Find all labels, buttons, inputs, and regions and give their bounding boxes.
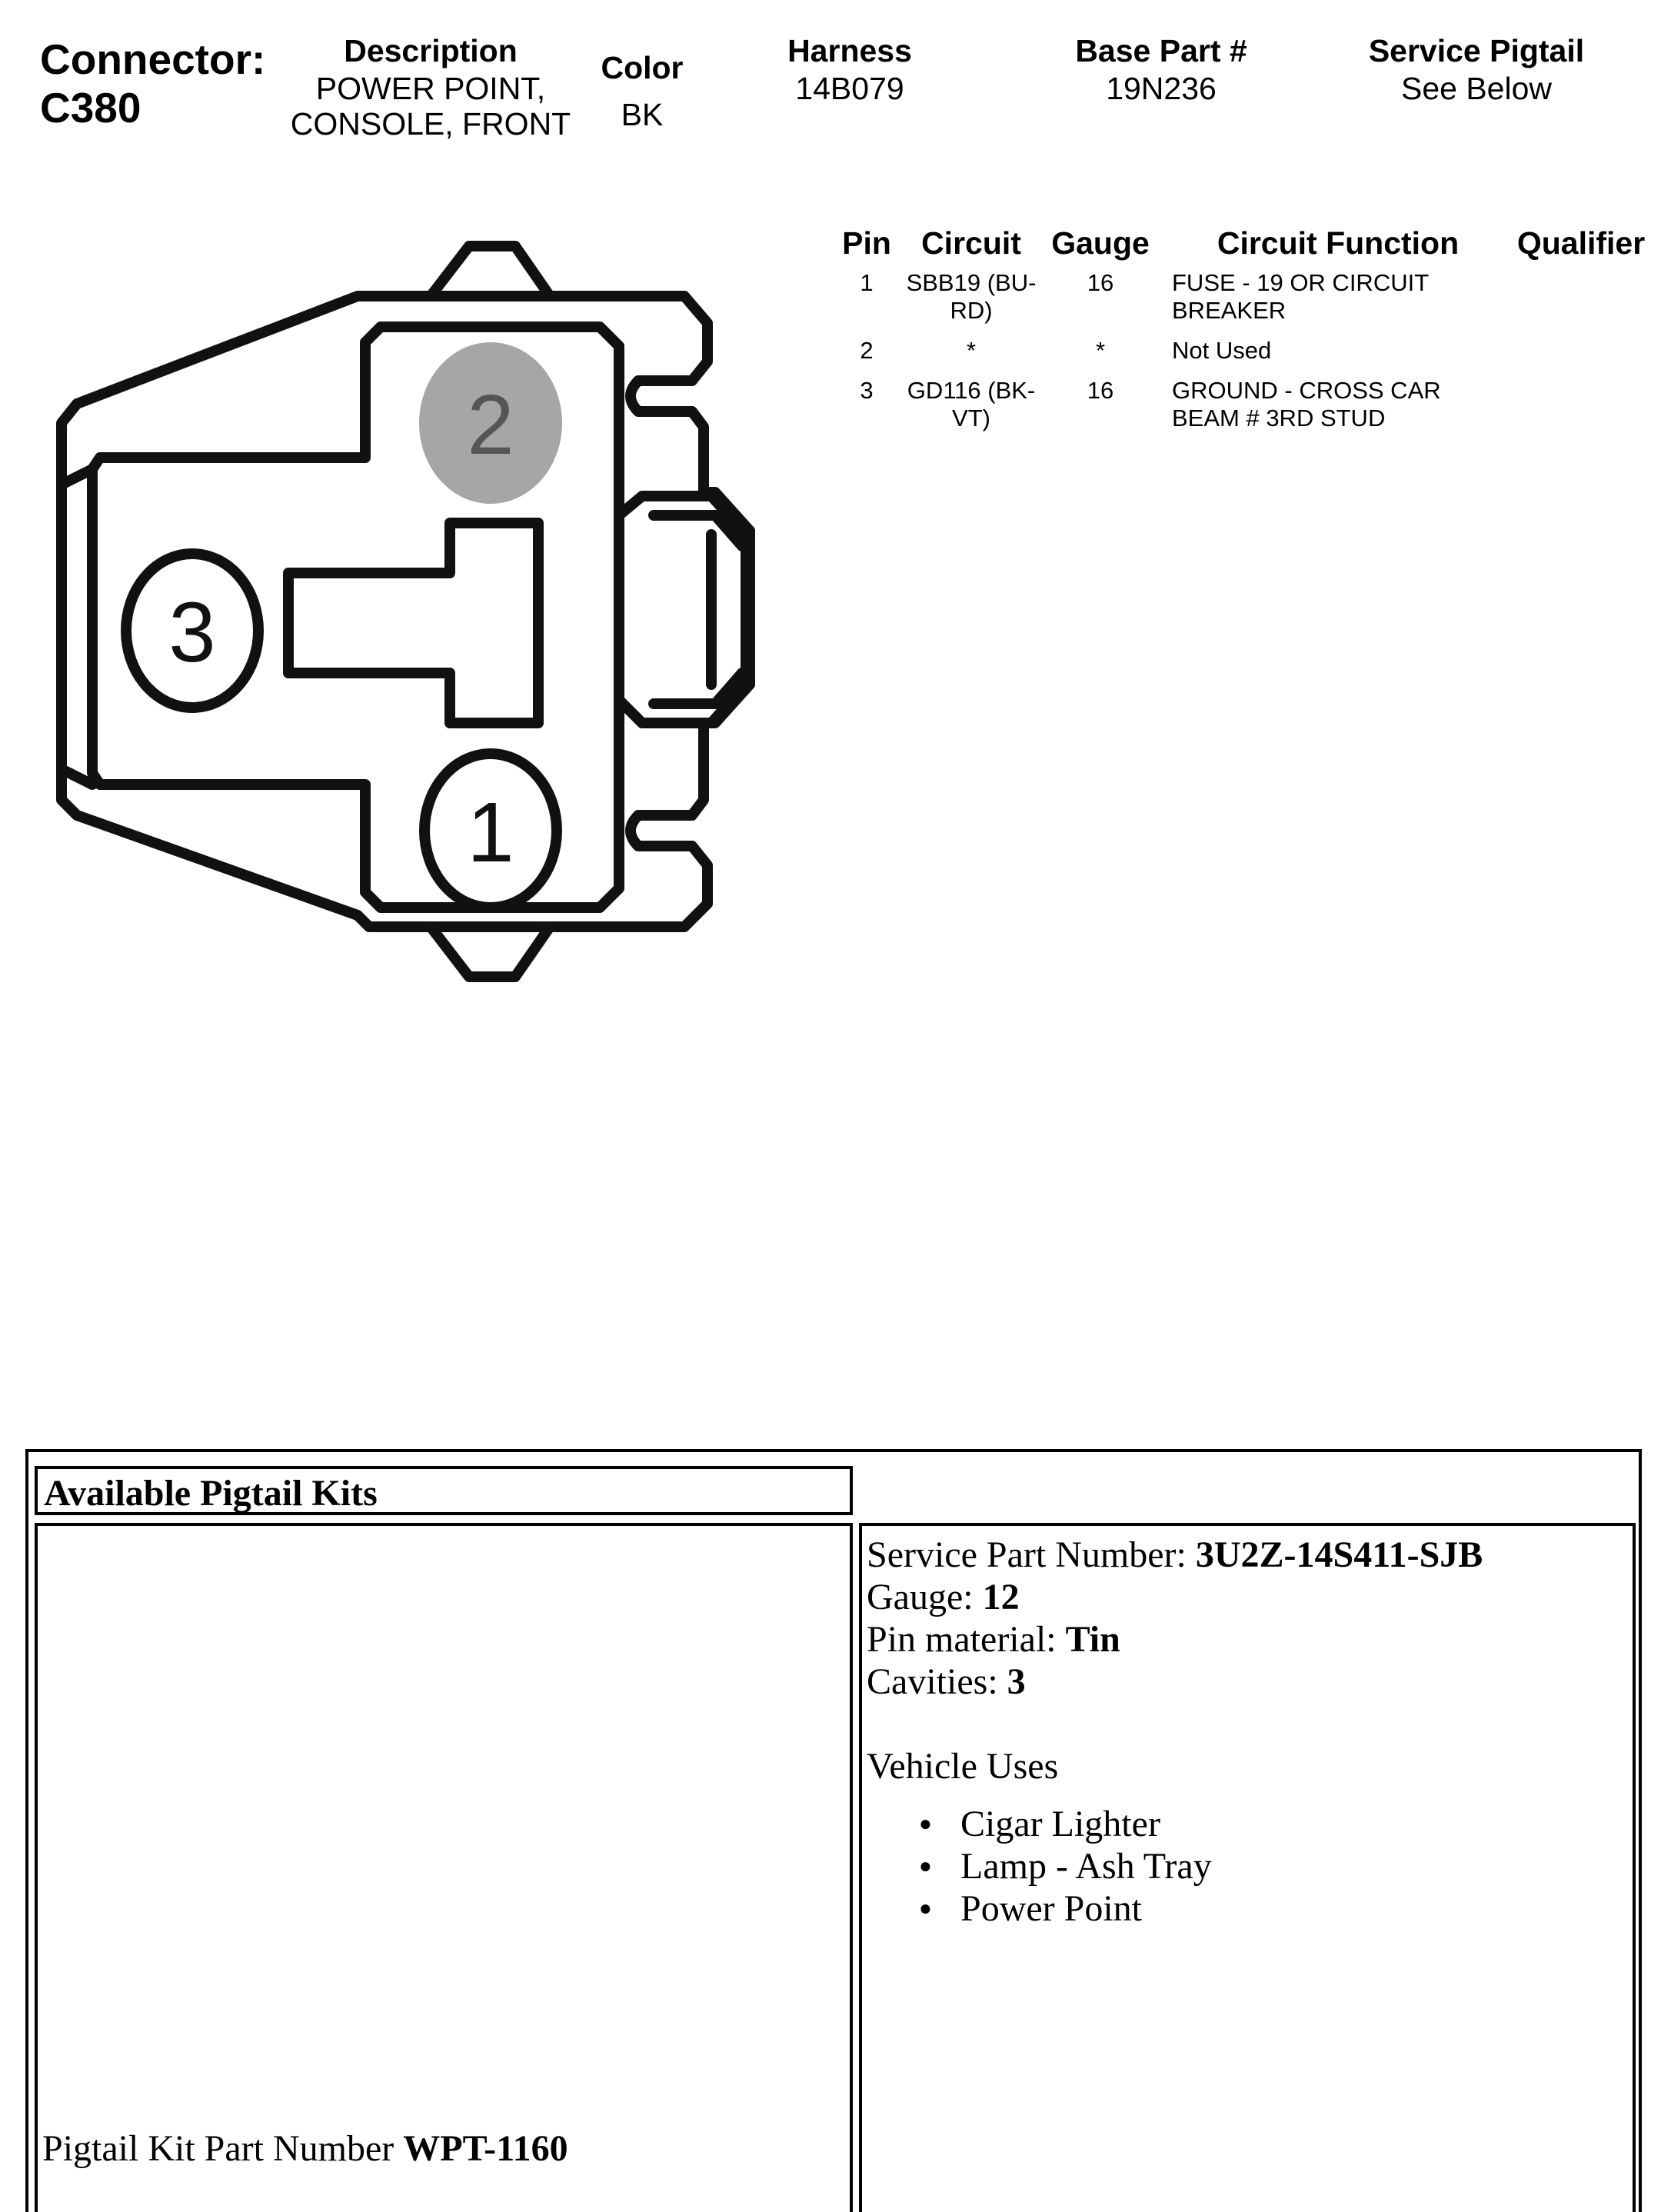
pigtail-kits-title-box (35, 1466, 853, 1515)
pin-2-cavity (419, 342, 562, 504)
qualifier-cell (1515, 265, 1647, 332)
col-gauge: Gauge (1051, 225, 1150, 261)
pigtail-kit-part-number (42, 2127, 568, 2170)
connector-title (40, 35, 265, 132)
connector-outline (62, 246, 750, 977)
description-heading: Description (344, 33, 518, 68)
qualifier-cell (1515, 332, 1647, 372)
function-line: BEAM # 3RD STUD (1172, 405, 1386, 431)
description-line2: CONSOLE, FRONT (290, 106, 571, 142)
pin-material-label: Pin material: (867, 1619, 1066, 1660)
function-line: FUSE - 19 OR CIRCUIT (1172, 269, 1430, 296)
circuit-line: SBB19 (BU- (906, 269, 1037, 296)
connector-id: C380 (40, 84, 141, 132)
pin-3-label: 3 (168, 585, 216, 680)
col-pin: Pin (842, 225, 891, 261)
pin-3-cavity (126, 554, 258, 708)
kit-gauge (867, 1576, 1483, 1618)
circuit-line: GD116 (BK- (907, 377, 1036, 404)
service-pigtail-heading: Service Pigtail (1368, 33, 1585, 68)
harness-heading: Harness (787, 33, 912, 68)
service-pigtail-value: See Below (1400, 71, 1552, 106)
pigtail-kit-details (867, 1534, 1483, 1930)
table-row (831, 372, 1647, 440)
list-item: ● Cigar Lighter (919, 1803, 1483, 1845)
pigtail-kits-title: Available Pigtail Kits (44, 1473, 378, 1514)
color-heading: Color (601, 50, 684, 85)
service-part-label: Service Part Number: (867, 1534, 1196, 1575)
table-row (831, 332, 1647, 372)
pin-1-label: 1 (467, 785, 514, 880)
pin-material (867, 1618, 1483, 1661)
function-line: GROUND - CROSS CAR (1172, 377, 1441, 404)
qualifier-cell (1515, 372, 1647, 440)
connector-face-diagram (38, 231, 807, 1015)
function-line: BREAKER (1172, 297, 1287, 324)
gauge-cell: 16 (1087, 377, 1114, 404)
gauge-cell: * (1095, 337, 1106, 364)
base-part-value: 19N236 (1106, 71, 1217, 106)
service-pigtail-column (1338, 31, 1615, 106)
gauge-cell: 16 (1087, 269, 1114, 296)
harness-value: 14B079 (795, 71, 904, 106)
pin-2-label: 2 (467, 378, 514, 472)
list-item: ● Power Point (919, 1887, 1483, 1930)
pin-number: 1 (860, 269, 874, 296)
circuit-cell (903, 332, 1040, 372)
pin-material-value: Tin (1065, 1619, 1120, 1660)
color-value: BK (621, 97, 664, 132)
pin-number: 2 (860, 337, 874, 364)
pigtail-kit-image-panel (35, 1523, 853, 2212)
circuit-cell (903, 372, 1040, 440)
kit-gauge-label: Gauge: (867, 1577, 983, 1617)
function-cell (1161, 372, 1515, 440)
col-circuit: Circuit (921, 225, 1021, 261)
service-part-value: 3U2Z-14S411-SJB (1195, 1534, 1483, 1575)
description-line1: POWER POINT, (315, 71, 546, 106)
vehicle-uses-list (919, 1803, 1483, 1930)
vehicle-uses-heading: Vehicle Uses (867, 1746, 1059, 1787)
color-column (584, 48, 700, 132)
circuit-line: * (966, 337, 977, 364)
circuit-line: VT) (952, 405, 990, 431)
base-part-heading: Base Part # (1075, 33, 1247, 68)
description-column (277, 31, 584, 142)
harness-column (754, 31, 946, 106)
pigtail-kits-section (25, 1449, 1642, 2212)
list-item: ● Lamp - Ash Tray (919, 1845, 1483, 1887)
function-line: Not Used (1172, 337, 1272, 364)
cavities-value: 3 (1007, 1661, 1026, 1702)
pin-number: 3 (860, 377, 874, 404)
function-cell (1161, 265, 1515, 332)
kit-part-label: Pigtail Kit Part Number (42, 2128, 404, 2169)
base-part-column (1046, 31, 1277, 106)
circuit-cell (903, 265, 1040, 332)
pin-table-header (831, 222, 1647, 265)
connector-label: Connector: (40, 35, 266, 83)
table-row (831, 265, 1647, 332)
circuit-line: RD) (950, 297, 993, 324)
service-part-number (867, 1534, 1483, 1576)
cavities-label: Cavities: (867, 1661, 1007, 1702)
col-circuit-function: Circuit Function (1217, 225, 1460, 261)
kit-part-value: WPT-1160 (403, 2128, 568, 2169)
pin-1-cavity (424, 754, 557, 908)
pigtail-kit-details-panel (859, 1523, 1636, 2212)
cavities (867, 1661, 1483, 1703)
kit-gauge-value: 12 (982, 1577, 1020, 1617)
function-cell (1161, 332, 1515, 372)
pin-table (831, 222, 1647, 440)
col-qualifier: Qualifier (1516, 225, 1646, 261)
